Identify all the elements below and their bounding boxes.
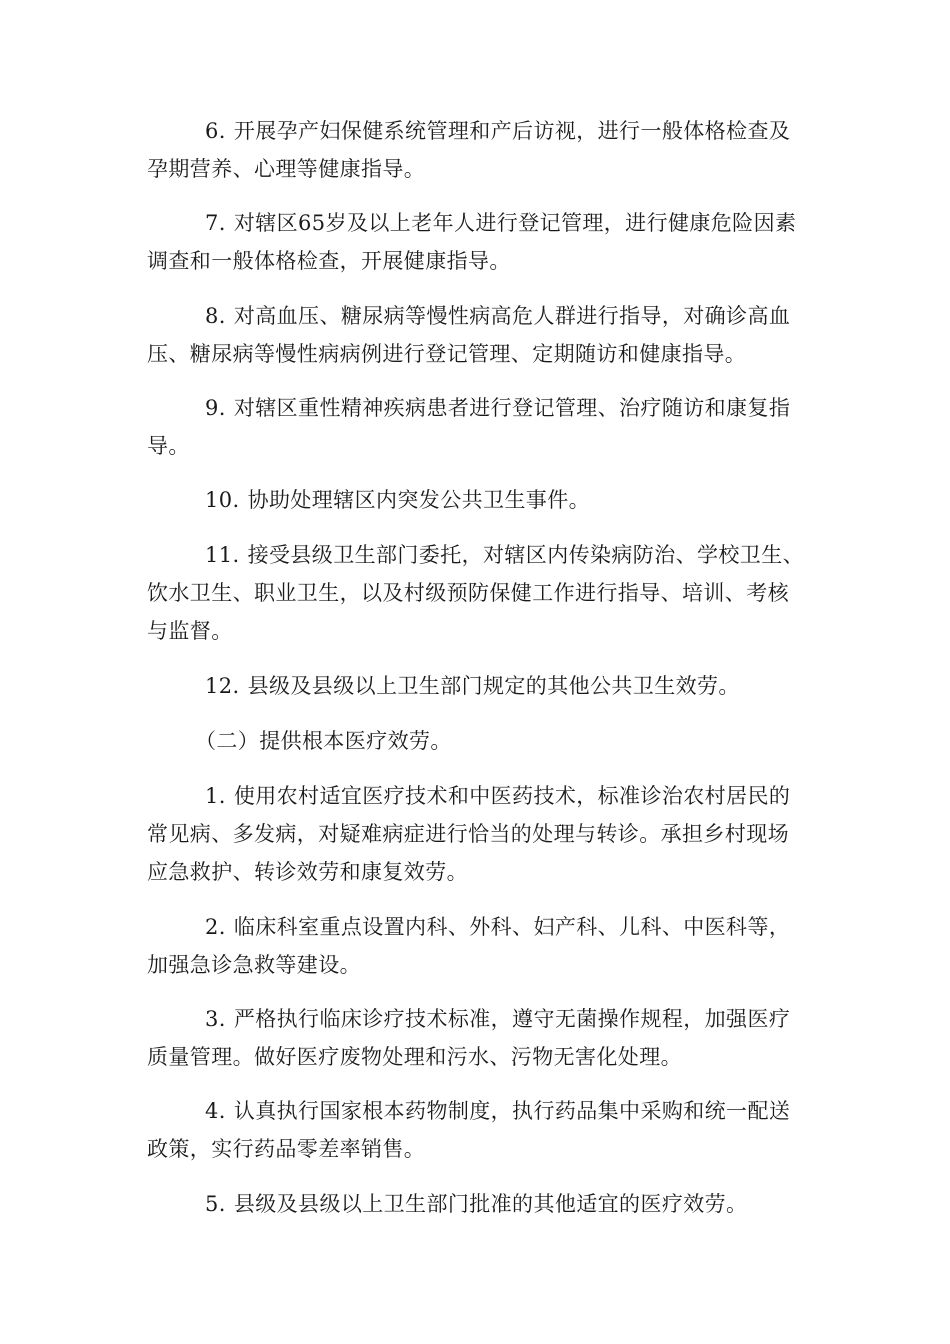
item-number: 3.	[205, 1007, 226, 1031]
paragraph-item-10	[147, 481, 807, 519]
paragraph-item-9	[147, 389, 807, 465]
item-text: 严格执行临床诊疗技术标准，遵守无菌操作规程，加强医疗质量管理。做好医疗废物处理和污水、污物无害化处理。	[147, 1007, 791, 1069]
item-number: 8.	[205, 304, 226, 328]
paragraph-item-8	[147, 297, 807, 373]
item-number: 12.	[205, 674, 240, 698]
item-number: 2.	[205, 915, 226, 939]
item-number: 9.	[205, 396, 226, 420]
item-number: 10.	[205, 488, 240, 512]
section-heading-text: （二）提供根本医疗效劳。	[195, 729, 452, 753]
item-text: 认真执行国家根本药物制度，执行药品集中采购和统一配送政策，实行药品零差率销售。	[147, 1099, 791, 1161]
paragraph-item-7	[147, 204, 807, 280]
item-text: 开展孕产妇保健系统管理和产后访视，进行一般体格检查及孕期营养、心理等健康指导。	[147, 119, 791, 181]
item-text: 协助处理辖区内突发公共卫生事件。	[247, 488, 591, 512]
paragraph-item-11	[147, 536, 807, 650]
paragraph-item-5	[147, 1185, 807, 1223]
section-heading	[147, 722, 807, 760]
item-number: 1.	[205, 784, 226, 808]
item-number: 5.	[205, 1192, 226, 1216]
paragraph-item-1	[147, 777, 807, 891]
item-text: 对高血压、糖尿病等慢性病高危人群进行指导，对确诊高血压、糖尿病等慢性病病例进行登记管理、定期随访和健康指导。	[147, 304, 791, 366]
item-number: 7.	[205, 211, 226, 235]
paragraph-item-4	[147, 1092, 807, 1168]
item-text: 使用农村适宜医疗技术和中医药技术，标准诊治农村居民的常见病、多发病，对疑难病症进行恰当的处理与转诊。承担乡村现场应急救护、转诊效劳和康复效劳。	[147, 784, 791, 884]
item-text: 对辖区65岁及以上老年人进行登记管理，进行健康危险因素调查和一般体格检查，开展健康指导。	[147, 211, 797, 273]
paragraph-item-12	[147, 667, 807, 705]
item-number: 4.	[205, 1099, 226, 1123]
item-text: 县级及县级以上卫生部门批准的其他适宜的医疗效劳。	[233, 1192, 748, 1216]
paragraph-item-6	[147, 112, 807, 188]
item-text: 县级及县级以上卫生部门规定的其他公共卫生效劳。	[247, 674, 740, 698]
item-text: 临床科室重点设置内科、外科、妇产科、儿科、中医科等，加强急诊急救等建设。	[147, 915, 791, 977]
item-number: 6.	[205, 119, 226, 143]
item-text: 接受县级卫生部门委托，对辖区内传染病防治、学校卫生、饮水卫生、职业卫生，以及村级预防保健工作进行指导、培训、考核与监督。	[147, 543, 805, 643]
paragraph-item-2	[147, 908, 807, 984]
item-text: 对辖区重性精神疾病患者进行登记管理、治疗随访和康复指导。	[147, 396, 791, 458]
item-number: 11.	[205, 543, 240, 567]
paragraph-item-3	[147, 1000, 807, 1076]
